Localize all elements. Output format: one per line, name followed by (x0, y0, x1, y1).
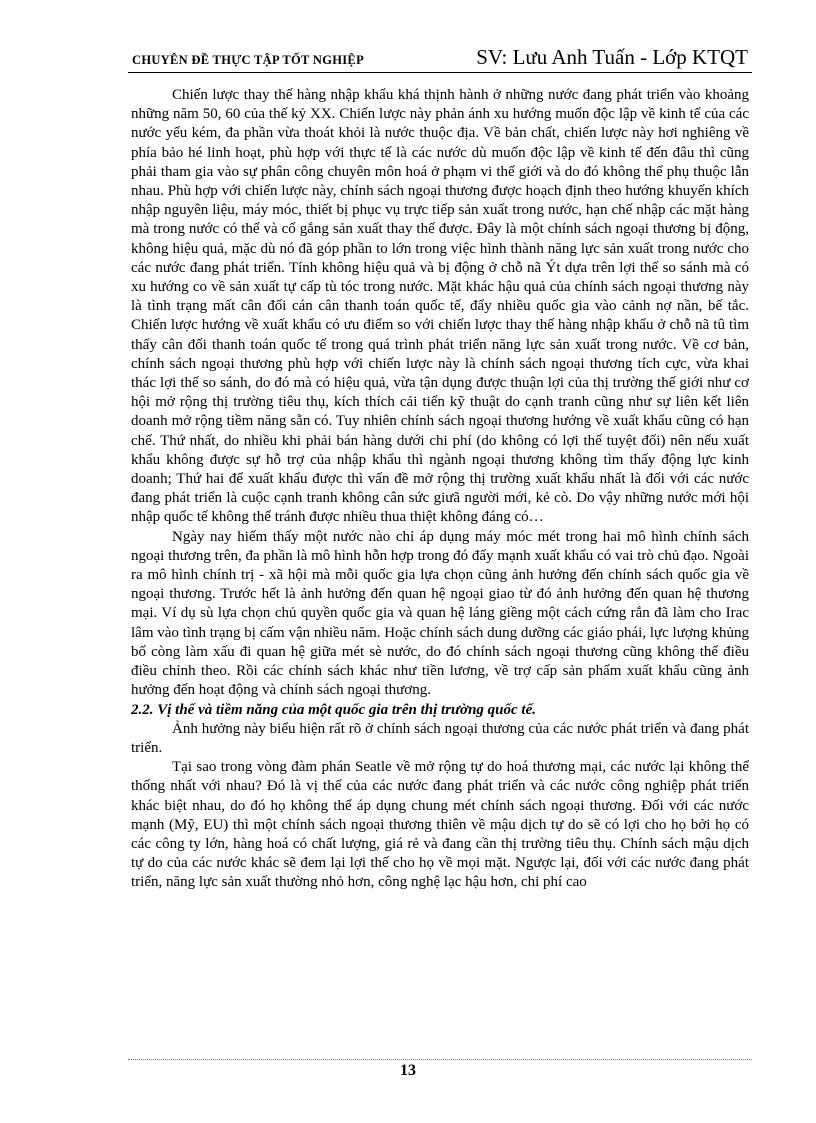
paragraph-mixed-model: Ngày nay hiếm thấy một nước nào chỉ áp dụng máy móc mét trong hai mô hình chính sách ngoại thương trên, đa phần là mô hình hỗn hợp trong đó đẩy mạnh xuất khẩu có vai trò chủ đạo. Ngoài ra mô hình chính trị - xã hội mà mỗi quốc gia lựa chọn cũng ảnh hưởng đến chính sách quốc gia về ngoại thương. Trước hết là ảnh hưởng đến quan hệ ngoại giao từ đó ảnh hưởng đến quan hệ thương mại. Ví dụ sù lựa chọn chủ quyền quốc gia và quan hệ láng giềng một cách cứng rắn đã làm cho Irac lâm vào tình trạng bị cấm vận nhiều năm. Hoặc chính sách dung dưỡng các giáo phái, lực lượng khủng bố còng làm xấu đi quan hệ giữa mét sè nước, do đó chính sách ngoại thương cũng không thể điều điều chỉnh theo. Rồi các chính sách khác như tiền lương, về trợ cấp sản phẩm xuất khẩu cũng ảnh hưởng đến hoạt động và chính sách ngoại thương. (131, 528, 750, 699)
header-document-title: CHUYÊN ĐỀ THỰC TẬP TỐT NGHIỆP (132, 53, 365, 67)
paragraph-influence: Ảnh hưởng này biểu hiện rất rõ ở chính sách ngoại thương của các nước phát triển và đang phát triển. (131, 720, 749, 756)
page-header (128, 44, 752, 70)
page-number: 13 (400, 1062, 416, 1079)
section-heading: 2.2. Vị thế và tiềm năng của một quốc gia trên thị trường quốc tế. (131, 701, 536, 718)
paragraph-seattle-round: Tại sao trong vòng đàm phán Seatle về mở rộng tự do hoá thương mại, các nước lại không thể thống nhất với nhau? Đó là vị thế của các nước đang phát triển và các nước công nghiệp phát triển khác biệt nhau, do đó họ không thể áp dụng chung mét chính sách ngoại thương. Đối với các nước mạnh (Mỹ, EU) thì một chính sách ngoại thương thiên về mậu dịch tự do sẽ có lợi cho họ bởi họ có các công ty lớn, hàng hoá có chất lượng, giá rẻ và đang cần thị trường tiêu thụ. Chính sách mậu dịch tự do của các nước khác sẽ đem lại lợi thế cho họ về mọi mặt. Ngược lại, đối với các nước đang phát triển, năng lực sản xuất thường nhỏ hơn, công nghệ lạc hậu hơn, chi phí cao (131, 759, 749, 891)
footer-divider (128, 1059, 752, 1060)
header-divider (128, 72, 752, 73)
page-body (131, 86, 749, 893)
header-student-info: SV: Lưu Anh Tuấn - Lớp KTQT (476, 45, 748, 69)
paragraph-export-import-strategy: Chiến lược thay thế hàng nhập khẩu khá thịnh hành ở những nước đang phát triển vào khoảng những năm 50, 60 của thế kỷ XX. Chiến lược này phản ánh xu hướng muốn độc lập về kinh tế của các nước yếu kém, đa phần vừa thoát khỏi là nước thuộc địa. Về bản chất, chiến lược này hơi nghiêng về phía bảo hé linh hoạt, phù hợp với thực tế là các nước dù muốn độc lập về kinh tế đến đâu thì cũng phải tham gia vào sự phân công chuyên môn hoá ở phạm vi thế giới và do đó không thể phụ thuộc lẫn nhau. Phù hợp với chiến lược này, chính sách ngoại thương được hoạch định theo hướng khuyến khích nhập nguyên liệu, máy móc, thiết bị phục vụ trực tiếp sản xuất trong nước, hạn chế nhập các mặt hàng mà trong nước có thể và cố gắng sản xuất thay thế được. Đây là một chính sách ngoại thương bị động, không hiệu quả, mặc dù nó đã góp phần to lớn trong việc hình thành năng lực sản xuất trong nước cho các nước đang phát triển. Tính không hiệu quả và bị động ở chỗ nã Ýt dựa trên lợi thế so sánh mà có xu hướng co về sản xuất tự cấp tù tóc trong nước. Mặt khác hậu quả của chính sách ngoại thương này là tình trạng mất cân đối cán cân thanh toán quốc tế, đẩy nhiều quốc gia vào cảnh nợ nần, bế tắc. Chiến lược hướng về xuất khẩu có ưu điểm so với chiến lược thay thế hàng nhập khẩu ở chỗ nã tû tìm thấy cân đối thanh toán quốc tế trong quá trình phát triển năng lực sản xuất trong nước. Về cơ bản, chính sách ngoại thương phù hợp với chiến lược này là chính sách ngoại thương tích cực, vừa khai thác lợi thế so sánh, do đó mà có hiệu quả, vừa tận dụng được thuận lợi của thị trường thế giới như cơ hội mở rộng thị trường tiêu thụ, kích thích cải tiến kỹ thuật do cạnh tranh cũng như sự liên kết liên doanh mở rộng tiềm năng sẵn có. Tuy nhiên chính sách ngoại thương hướng về xuất khẩu cũng có hạn chế. Thứ nhất, do nhiều khi phải bán hàng dưới chi phí (do không có lợi thế tuyệt đối) nên nếu xuất khẩu không được sự hỗ trợ của nhập khẩu thì ngành ngoại thương không tìm thấy động lực kinh doanh; Thứ hai để xuất khẩu được thì vấn đề mở rộng thị trường xuất khẩu nhất là đối với các nước đang phát triển là cuộc cạnh tranh không cân sức giưã người mới, kẻ cò. Do vậy những nước mới hội nhập quốc tế không thể tránh được nhiều thua thiệt không đáng có… (131, 87, 749, 526)
